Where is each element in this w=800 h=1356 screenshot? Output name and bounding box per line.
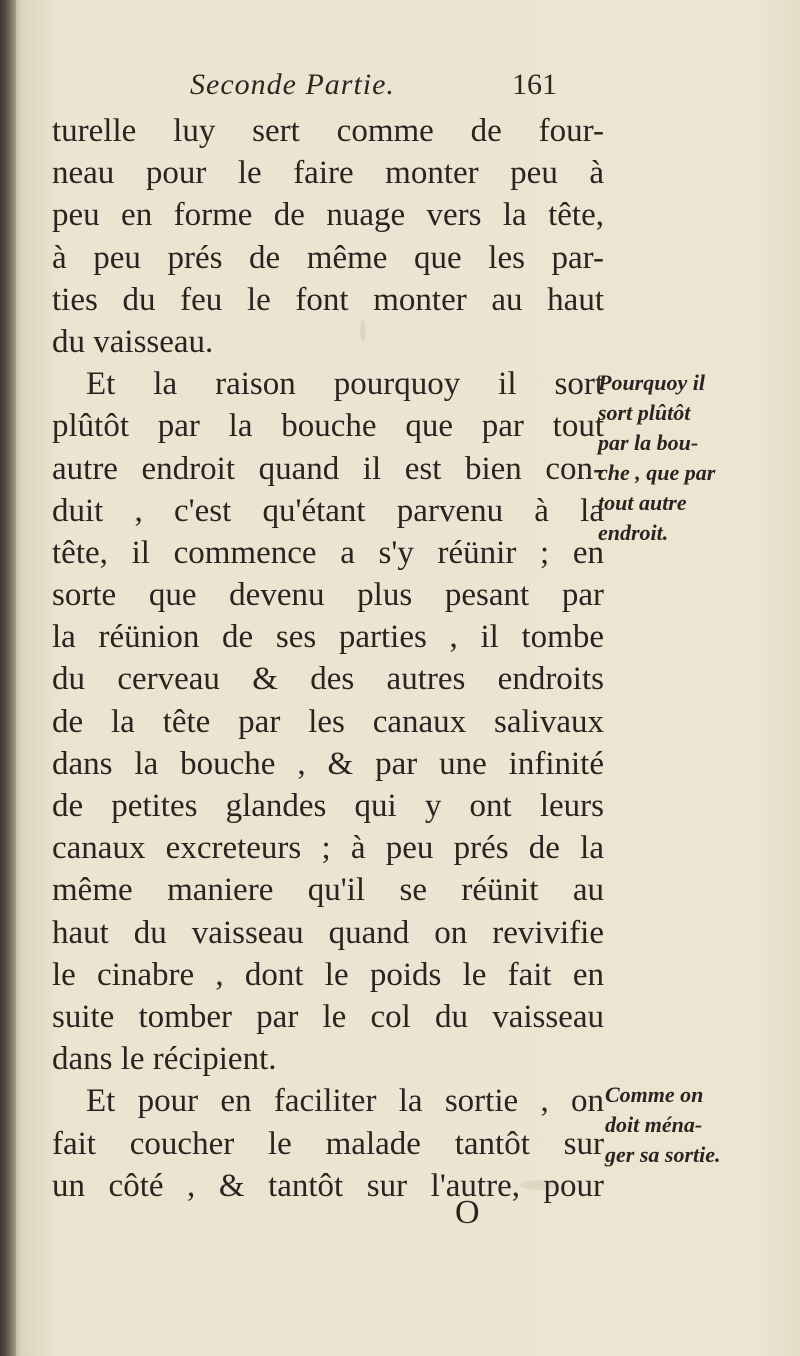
margin-note-line: par la bou-: [598, 430, 699, 455]
text-line: du vaisseau.: [52, 323, 214, 360]
text-line: Et la raison pourquoy il sort: [86, 366, 604, 403]
running-head: Seconde Partie.: [190, 68, 395, 101]
text-line: dans la bouche , & par une infinité: [52, 745, 604, 782]
margin-note-line: doit ména-: [605, 1112, 703, 1137]
text-line: dans le récipient.: [52, 1041, 277, 1078]
text-line: même maniere qu'il se réünit au: [52, 872, 604, 909]
text-line: de la tête par les canaux salivaux: [52, 703, 604, 740]
text-line: Et pour en faciliter la sortie , on: [86, 1083, 604, 1120]
margin-note-line: ger sa sortie.: [605, 1142, 721, 1167]
text-line: ties du feu le font monter au haut: [52, 281, 604, 318]
margin-note: [598, 368, 788, 548]
margin-note-line: Comme on: [605, 1082, 704, 1107]
text-line: duit , c'est qu'étant parvenu à la: [52, 492, 604, 529]
text-line: sorte que devenu plus pesant par: [52, 577, 604, 614]
text-line: de petites glandes qui y ont leurs: [52, 788, 604, 824]
text-line: plûtôt par la bouche que par tout: [52, 408, 604, 445]
text-line: suite tomber par le col du vaisseau: [52, 998, 604, 1035]
text-line: à peu prés de même que les par-: [52, 239, 604, 276]
text-line: canaux excreteurs ; à peu prés de la: [52, 830, 604, 867]
page-number: 161: [512, 68, 557, 101]
margin-note-line: sort plûtôt: [598, 400, 691, 425]
text-line: la réünion de ses parties , il tombe: [52, 619, 604, 656]
margin-note-line: Pourquoy il: [598, 370, 705, 395]
text-line: fait coucher le malade tantôt sur: [52, 1125, 604, 1162]
margin-note-line: che , que par: [598, 460, 716, 485]
margin-note-line: tout autre: [598, 490, 687, 515]
text-line: tête, il commence a s'y réünir ; en: [52, 534, 604, 571]
text-line: autre endroit quand il est bien con-: [52, 450, 604, 487]
text-line: haut du vaisseau quand on revivifie: [52, 914, 604, 951]
margin-note: [605, 1080, 795, 1170]
text-line: neau pour le faire monter peu à: [52, 155, 604, 192]
text-line: turelle luy sert comme de four-: [52, 113, 604, 149]
page-gutter-shadow: [0, 0, 16, 1356]
text-line: peu en forme de nuage vers la tête,: [52, 197, 604, 234]
text-line: un côté , & tantôt sur l'autre, pour: [52, 1167, 604, 1204]
signature-mark: O: [455, 1194, 480, 1231]
body-text: [52, 110, 604, 1207]
page-header: [190, 68, 610, 112]
margin-note-line: endroit.: [598, 520, 669, 545]
text-line: le cinabre , dont le poids le fait en: [52, 956, 604, 993]
text-line: du cerveau & des autres endroits: [52, 661, 604, 698]
